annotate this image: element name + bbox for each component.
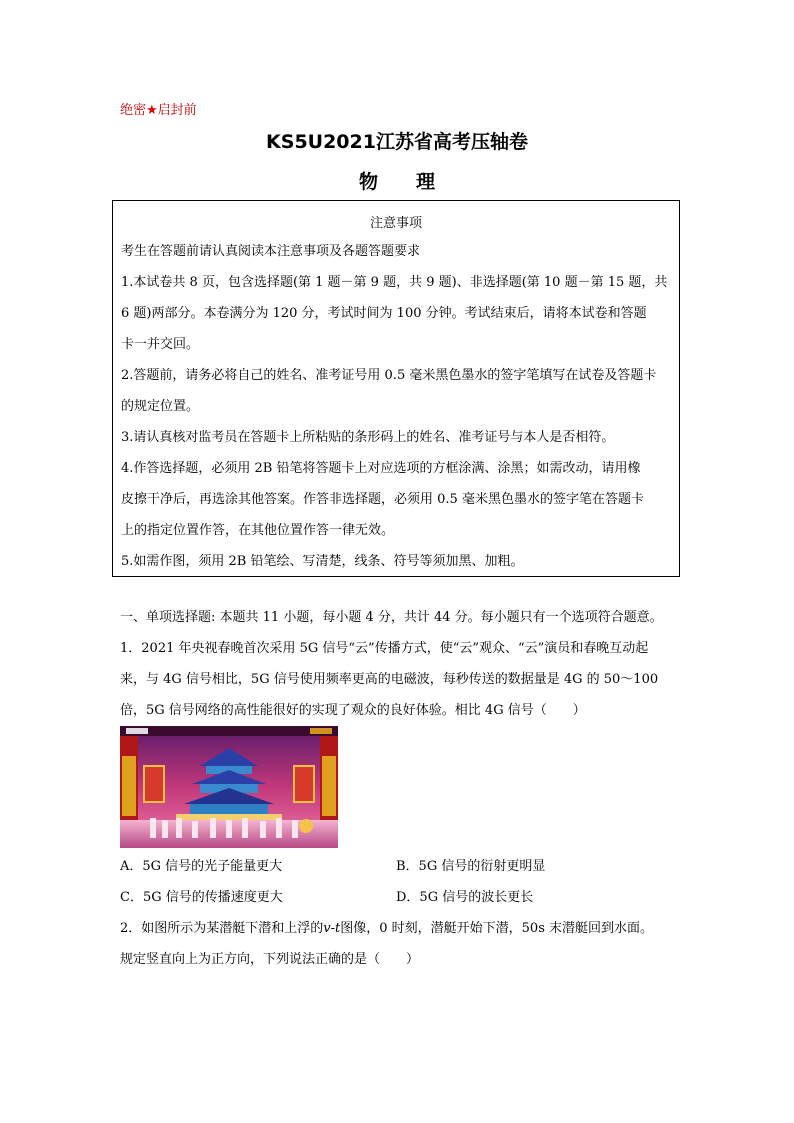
notice-line: 上的指定位置作答，在其他位置作答一律无效。 bbox=[121, 523, 395, 538]
subject-title: 物 理 bbox=[358, 171, 435, 193]
option-c: C．5G 信号的传播速度更大 bbox=[120, 890, 283, 905]
option-a: A．5G 信号的光子能量更大 bbox=[120, 859, 283, 874]
confidential-label: 绝密 bbox=[120, 103, 147, 118]
option-d: D．5G 信号的波长更长 bbox=[396, 890, 534, 905]
notice-line: 6 题)两部分。本卷满分为 120 分，考试时间为 100 分钟。考试结束后，请将本试卷和答题 bbox=[121, 306, 647, 321]
option-b: B．5G 信号的衍射更明显 bbox=[396, 859, 546, 874]
notice-heading: 注意事项 bbox=[369, 216, 422, 231]
section-heading: 一、单项选择题: 本题共 11 小题，每小题 4 分，共计 44 分。每小题只有一个选项符合题意。 bbox=[120, 610, 663, 625]
exam-title: KS5U2021江苏省高考压轴卷 bbox=[266, 131, 528, 153]
notice-line: 2.答题前，请务必将自己的姓名、准考证号用 0.5 毫米黑色墨水的签字笔填写在试卷及答题卡 bbox=[121, 368, 657, 383]
notice-line: 4.作答选择题，必须用 2B 铅笔将答题卡上对应选项的方框涂满、涂黑；如需改动，请用橡 bbox=[121, 461, 641, 476]
notice-line: 的规定位置。 bbox=[121, 399, 200, 414]
notice-box bbox=[112, 200, 680, 577]
notice-line: 考生在答题前请认真阅读本注意事项及各题答题要求 bbox=[121, 244, 421, 259]
notice-line: 皮擦干净后，再选涂其他答案。作答非选择题，必须用 0.5 毫米黑色墨水的签字笔在答题卡 bbox=[121, 492, 644, 507]
question-2-line: 规定竖直向上为正方向，下列说法正确的是（ ） bbox=[120, 952, 420, 967]
notice-line: 3.请认真核对监考员在答题卡上所粘贴的条形码上的姓名、准考证号与本人是否相符。 bbox=[121, 430, 615, 445]
star-icon: ★ bbox=[146, 103, 158, 118]
confidential-suffix: 启封前 bbox=[157, 103, 197, 118]
question-2-line bbox=[120, 921, 653, 937]
notice-line: 卡一并交回。 bbox=[121, 337, 200, 352]
question-1-line: 来，与 4G 信号相比，5G 信号使用频率更高的电磁波，每秒传送的数据量是 4G 的 50～100 bbox=[120, 672, 659, 687]
question-1-line: 倍，5G 信号网络的高性能很好的实现了观众的良好体验。相比 4G 信号（ ） bbox=[120, 703, 586, 718]
notice-line: 1.本试卷共 8 页，包含选择题(第 1 题－第 9 题，共 9 题)、非选择题(第 10 题－第 15 题，共 bbox=[121, 275, 668, 290]
stage-illustration bbox=[120, 726, 338, 848]
vt-variable: v-t bbox=[323, 921, 341, 936]
question-2-text-cont: 图像，0 时刻，潜艇开始下潜，50s 末潜艇回到水面。 bbox=[340, 921, 653, 936]
question-2-text: 2．如图所示为某潜艇下潜和上浮的 bbox=[120, 921, 324, 936]
notice-line: 5.如需作图，须用 2B 铅笔绘、写清楚，线条、符号等须加黑、加粗。 bbox=[121, 554, 524, 569]
gala-stage-photo bbox=[120, 726, 338, 848]
question-1-line: 1．2021 年央视春晚首次采用 5G 信号“云”传播方式，使“云”观众、“云”演员和春晚互动起 bbox=[120, 641, 649, 656]
confidential-mark bbox=[120, 99, 197, 118]
